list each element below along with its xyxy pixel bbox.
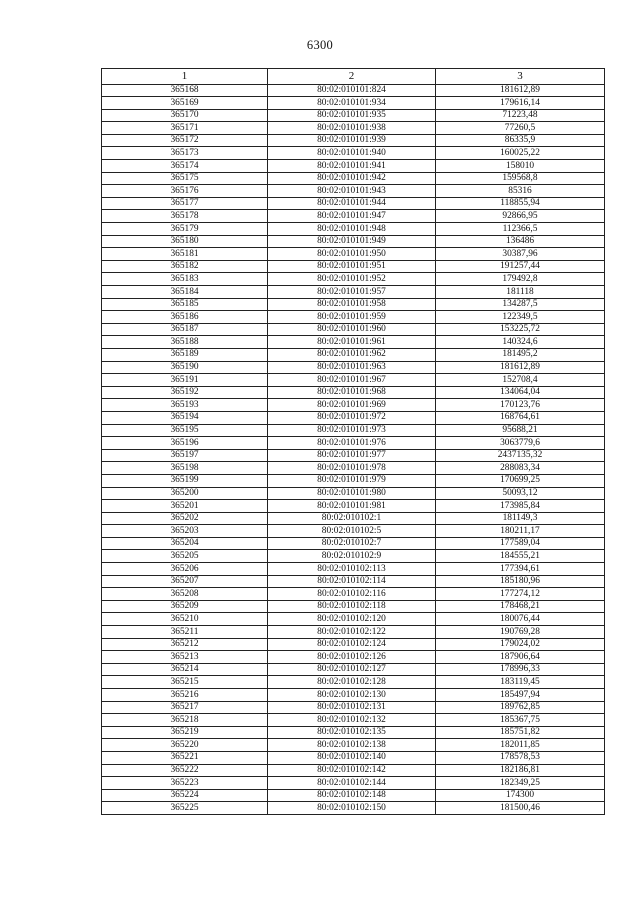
cell-cadastral-id: 80:02:010101:962	[268, 348, 436, 361]
table-row	[102, 411, 605, 424]
cell-cadastral-id: 80:02:010101:941	[268, 160, 436, 173]
cell-value: 30387,96	[436, 248, 605, 261]
cell-cadastral-id: 80:02:010102:150	[268, 802, 436, 815]
cell-number: 365187	[102, 323, 268, 336]
table-row	[102, 361, 605, 374]
column-header-2: 2	[268, 69, 436, 85]
cell-cadastral-id: 80:02:010102:114	[268, 575, 436, 588]
column-header-3: 3	[436, 69, 605, 85]
cell-cadastral-id: 80:02:010101:978	[268, 462, 436, 475]
table-row	[102, 764, 605, 777]
table-row	[102, 424, 605, 437]
cell-number: 365216	[102, 689, 268, 702]
table-row	[102, 298, 605, 311]
cell-value: 168764,61	[436, 411, 605, 424]
cell-value: 191257,44	[436, 260, 605, 273]
cell-value: 185180,96	[436, 575, 605, 588]
table-row	[102, 437, 605, 450]
table-row	[102, 134, 605, 147]
table-row	[102, 739, 605, 752]
table-row	[102, 210, 605, 223]
cell-cadastral-id: 80:02:010101:958	[268, 298, 436, 311]
table-row	[102, 122, 605, 135]
cell-cadastral-id: 80:02:010102:116	[268, 588, 436, 601]
cell-number: 365223	[102, 777, 268, 790]
table-row	[102, 626, 605, 639]
table-row	[102, 449, 605, 462]
cell-number: 365220	[102, 739, 268, 752]
cell-cadastral-id: 80:02:010102:130	[268, 689, 436, 702]
cell-cadastral-id: 80:02:010101:949	[268, 235, 436, 248]
cell-number: 365179	[102, 223, 268, 236]
cell-value: 118855,94	[436, 197, 605, 210]
cell-number: 365194	[102, 411, 268, 424]
table-row	[102, 462, 605, 475]
cell-number: 365200	[102, 487, 268, 500]
cell-value: 136486	[436, 235, 605, 248]
table-row	[102, 84, 605, 97]
cell-number: 365184	[102, 286, 268, 299]
table-row	[102, 147, 605, 160]
table-row	[102, 575, 605, 588]
cell-number: 365192	[102, 386, 268, 399]
cell-number: 365213	[102, 651, 268, 664]
cell-number: 365182	[102, 260, 268, 273]
cell-value: 134287,5	[436, 298, 605, 311]
cell-value: 184555,21	[436, 550, 605, 563]
cell-value: 187906,64	[436, 651, 605, 664]
cell-cadastral-id: 80:02:010102:1	[268, 512, 436, 525]
table-row	[102, 563, 605, 576]
cell-number: 365168	[102, 84, 268, 97]
cell-cadastral-id: 80:02:010101:972	[268, 411, 436, 424]
cell-cadastral-id: 80:02:010101:976	[268, 437, 436, 450]
table-row	[102, 311, 605, 324]
cell-cadastral-id: 80:02:010102:126	[268, 651, 436, 664]
cell-cadastral-id: 80:02:010102:132	[268, 714, 436, 727]
cell-number: 365196	[102, 437, 268, 450]
cell-cadastral-id: 80:02:010101:969	[268, 399, 436, 412]
table-row	[102, 109, 605, 122]
table-row	[102, 512, 605, 525]
cell-cadastral-id: 80:02:010101:942	[268, 172, 436, 185]
cell-value: 158010	[436, 160, 605, 173]
table-row	[102, 613, 605, 626]
cell-number: 365222	[102, 764, 268, 777]
registry-table	[101, 68, 605, 815]
table-row	[102, 323, 605, 336]
cell-cadastral-id: 80:02:010101:948	[268, 223, 436, 236]
cell-value: 170123,76	[436, 399, 605, 412]
table-row	[102, 374, 605, 387]
cell-cadastral-id: 80:02:010102:9	[268, 550, 436, 563]
cell-number: 365172	[102, 134, 268, 147]
cell-number: 365212	[102, 638, 268, 651]
cell-number: 365190	[102, 361, 268, 374]
cell-number: 365191	[102, 374, 268, 387]
table-row	[102, 689, 605, 702]
cell-number: 365180	[102, 235, 268, 248]
cell-value: 181612,89	[436, 361, 605, 374]
cell-value: 181500,46	[436, 802, 605, 815]
cell-cadastral-id: 80:02:010101:973	[268, 424, 436, 437]
cell-value: 185367,75	[436, 714, 605, 727]
cell-number: 365210	[102, 613, 268, 626]
cell-cadastral-id: 80:02:010102:148	[268, 789, 436, 802]
cell-cadastral-id: 80:02:010101:824	[268, 84, 436, 97]
table-row	[102, 701, 605, 714]
cell-value: 182186,81	[436, 764, 605, 777]
cell-cadastral-id: 80:02:010101:947	[268, 210, 436, 223]
cell-cadastral-id: 80:02:010101:961	[268, 336, 436, 349]
table-row	[102, 487, 605, 500]
cell-number: 365174	[102, 160, 268, 173]
cell-cadastral-id: 80:02:010102:122	[268, 626, 436, 639]
cell-cadastral-id: 80:02:010102:124	[268, 638, 436, 651]
cell-number: 365214	[102, 663, 268, 676]
cell-cadastral-id: 80:02:010101:963	[268, 361, 436, 374]
cell-value: 181118	[436, 286, 605, 299]
cell-value: 71223,48	[436, 109, 605, 122]
cell-number: 365225	[102, 802, 268, 815]
cell-cadastral-id: 80:02:010101:959	[268, 311, 436, 324]
cell-value: 92866,95	[436, 210, 605, 223]
cell-cadastral-id: 80:02:010101:934	[268, 97, 436, 110]
cell-cadastral-id: 80:02:010101:950	[268, 248, 436, 261]
cell-number: 365206	[102, 563, 268, 576]
cell-value: 160025,22	[436, 147, 605, 160]
cell-value: 112366,5	[436, 223, 605, 236]
cell-cadastral-id: 80:02:010101:967	[268, 374, 436, 387]
cell-cadastral-id: 80:02:010101:957	[268, 286, 436, 299]
cell-cadastral-id: 80:02:010101:977	[268, 449, 436, 462]
table-row	[102, 537, 605, 550]
cell-value: 86335,9	[436, 134, 605, 147]
cell-number: 365183	[102, 273, 268, 286]
table-row	[102, 726, 605, 739]
cell-number: 365176	[102, 185, 268, 198]
table-row	[102, 223, 605, 236]
table-row	[102, 588, 605, 601]
cell-value: 178468,21	[436, 600, 605, 613]
cell-number: 365217	[102, 701, 268, 714]
table-row	[102, 399, 605, 412]
cell-number: 365195	[102, 424, 268, 437]
cell-value: 170699,25	[436, 474, 605, 487]
cell-number: 365181	[102, 248, 268, 261]
cell-number: 365201	[102, 500, 268, 513]
table-row	[102, 386, 605, 399]
cell-number: 365170	[102, 109, 268, 122]
table-row	[102, 500, 605, 513]
table-row	[102, 172, 605, 185]
cell-cadastral-id: 80:02:010101:980	[268, 487, 436, 500]
cell-cadastral-id: 80:02:010102:5	[268, 525, 436, 538]
cell-value: 159568,8	[436, 172, 605, 185]
cell-value: 177394,61	[436, 563, 605, 576]
cell-value: 179616,14	[436, 97, 605, 110]
cell-cadastral-id: 80:02:010101:944	[268, 197, 436, 210]
cell-cadastral-id: 80:02:010102:140	[268, 751, 436, 764]
cell-cadastral-id: 80:02:010102:128	[268, 676, 436, 689]
table-row	[102, 600, 605, 613]
cell-value: 179024,02	[436, 638, 605, 651]
table-row	[102, 197, 605, 210]
cell-value: 178578,53	[436, 751, 605, 764]
cell-value: 140324,6	[436, 336, 605, 349]
cell-cadastral-id: 80:02:010101:935	[268, 109, 436, 122]
table-row	[102, 273, 605, 286]
cell-cadastral-id: 80:02:010101:981	[268, 500, 436, 513]
page-number: 6300	[306, 38, 334, 52]
cell-cadastral-id: 80:02:010102:7	[268, 537, 436, 550]
cell-value: 185497,94	[436, 689, 605, 702]
cell-value: 185751,82	[436, 726, 605, 739]
cell-value: 134064,04	[436, 386, 605, 399]
cell-number: 365197	[102, 449, 268, 462]
cell-cadastral-id: 80:02:010102:135	[268, 726, 436, 739]
cell-value: 177274,12	[436, 588, 605, 601]
cell-value: 183119,45	[436, 676, 605, 689]
cell-number: 365224	[102, 789, 268, 802]
cell-number: 365198	[102, 462, 268, 475]
cell-cadastral-id: 80:02:010102:118	[268, 600, 436, 613]
cell-number: 365175	[102, 172, 268, 185]
cell-value: 2437135,32	[436, 449, 605, 462]
table-row	[102, 235, 605, 248]
cell-value: 190769,28	[436, 626, 605, 639]
cell-value: 95688,21	[436, 424, 605, 437]
cell-value: 288083,34	[436, 462, 605, 475]
cell-number: 365169	[102, 97, 268, 110]
table-row	[102, 550, 605, 563]
cell-value: 174300	[436, 789, 605, 802]
cell-value: 173985,84	[436, 500, 605, 513]
cell-cadastral-id: 80:02:010101:943	[268, 185, 436, 198]
table-body	[102, 84, 605, 814]
cell-number: 365189	[102, 348, 268, 361]
table-row	[102, 260, 605, 273]
cell-number: 365211	[102, 626, 268, 639]
cell-number: 365221	[102, 751, 268, 764]
cell-cadastral-id: 80:02:010102:138	[268, 739, 436, 752]
cell-number: 365185	[102, 298, 268, 311]
table-row	[102, 336, 605, 349]
table-row	[102, 248, 605, 261]
cell-value: 179492,8	[436, 273, 605, 286]
cell-value: 182011,85	[436, 739, 605, 752]
table-row	[102, 751, 605, 764]
cell-value: 85316	[436, 185, 605, 198]
cell-number: 365173	[102, 147, 268, 160]
table-row	[102, 185, 605, 198]
table-row	[102, 286, 605, 299]
cell-cadastral-id: 80:02:010102:120	[268, 613, 436, 626]
table-row	[102, 802, 605, 815]
cell-value: 3063779,6	[436, 437, 605, 450]
table-row	[102, 777, 605, 790]
cell-number: 365218	[102, 714, 268, 727]
table-row	[102, 789, 605, 802]
cell-cadastral-id: 80:02:010101:938	[268, 122, 436, 135]
cell-number: 365188	[102, 336, 268, 349]
cell-value: 181612,89	[436, 84, 605, 97]
cell-value: 180076,44	[436, 613, 605, 626]
cell-number: 365199	[102, 474, 268, 487]
cell-cadastral-id: 80:02:010101:951	[268, 260, 436, 273]
cell-cadastral-id: 80:02:010102:127	[268, 663, 436, 676]
cell-value: 189762,85	[436, 701, 605, 714]
table-row	[102, 638, 605, 651]
cell-cadastral-id: 80:02:010102:142	[268, 764, 436, 777]
table-row	[102, 676, 605, 689]
cell-cadastral-id: 80:02:010101:940	[268, 147, 436, 160]
cell-cadastral-id: 80:02:010101:960	[268, 323, 436, 336]
table-row	[102, 663, 605, 676]
cell-value: 50093,12	[436, 487, 605, 500]
table-row	[102, 97, 605, 110]
cell-value: 153225,72	[436, 323, 605, 336]
table-header	[102, 69, 605, 85]
cell-number: 365205	[102, 550, 268, 563]
cell-cadastral-id: 80:02:010102:144	[268, 777, 436, 790]
cell-number: 365177	[102, 197, 268, 210]
table-row	[102, 474, 605, 487]
cell-value: 152708,4	[436, 374, 605, 387]
cell-number: 365215	[102, 676, 268, 689]
cell-cadastral-id: 80:02:010102:131	[268, 701, 436, 714]
cell-number: 365203	[102, 525, 268, 538]
cell-number: 365186	[102, 311, 268, 324]
cell-number: 365219	[102, 726, 268, 739]
cell-value: 181495,2	[436, 348, 605, 361]
table-row	[102, 525, 605, 538]
table-row	[102, 160, 605, 173]
cell-value: 77260,5	[436, 122, 605, 135]
cell-number: 365193	[102, 399, 268, 412]
table-row	[102, 651, 605, 664]
cell-value: 180211,17	[436, 525, 605, 538]
cell-value: 122349,5	[436, 311, 605, 324]
cell-cadastral-id: 80:02:010101:939	[268, 134, 436, 147]
cell-number: 365208	[102, 588, 268, 601]
cell-number: 365207	[102, 575, 268, 588]
header-row	[102, 69, 605, 85]
cell-number: 365171	[102, 122, 268, 135]
cell-value: 181149,3	[436, 512, 605, 525]
cell-value: 182349,25	[436, 777, 605, 790]
cell-value: 178996,33	[436, 663, 605, 676]
cell-cadastral-id: 80:02:010102:113	[268, 563, 436, 576]
cell-number: 365209	[102, 600, 268, 613]
cell-number: 365202	[102, 512, 268, 525]
table-row	[102, 348, 605, 361]
cell-cadastral-id: 80:02:010101:952	[268, 273, 436, 286]
table-row	[102, 714, 605, 727]
cell-number: 365178	[102, 210, 268, 223]
cell-number: 365204	[102, 537, 268, 550]
cell-cadastral-id: 80:02:010101:979	[268, 474, 436, 487]
cell-value: 177589,04	[436, 537, 605, 550]
cell-cadastral-id: 80:02:010101:968	[268, 386, 436, 399]
column-header-1: 1	[102, 69, 268, 85]
